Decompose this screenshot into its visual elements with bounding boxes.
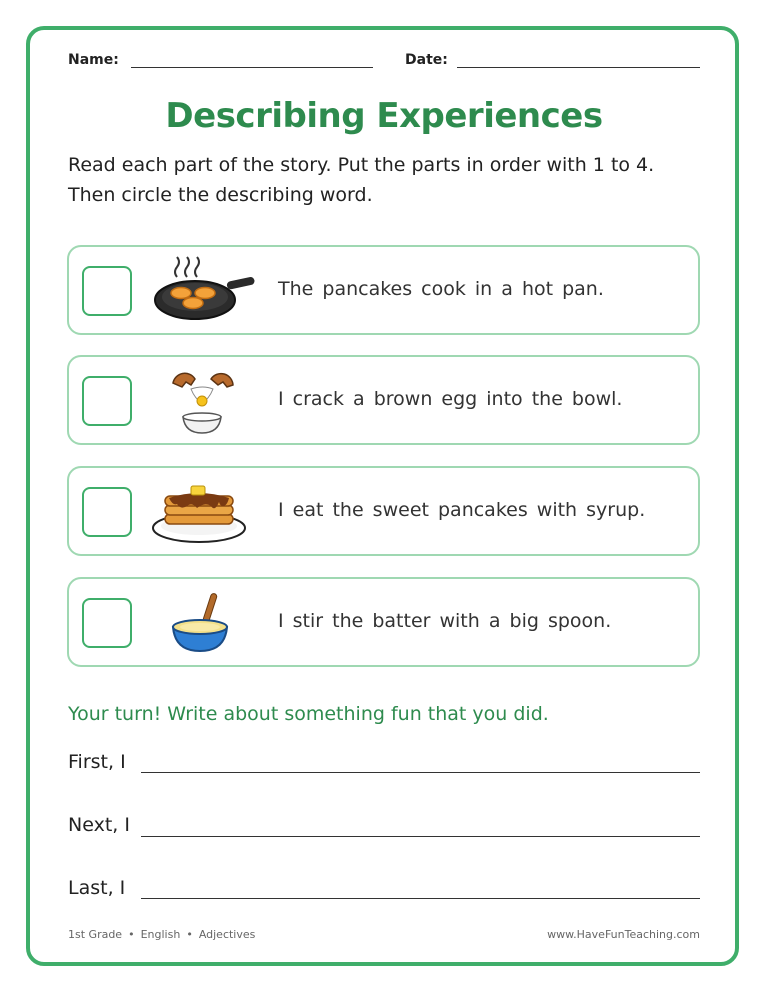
first-label: First, I [68, 751, 126, 773]
story-card-2 [67, 355, 700, 445]
story-card-1 [67, 245, 700, 335]
header-row [68, 50, 700, 72]
footer-tags [68, 928, 255, 941]
footer-site: www.HaveFunTeaching.com [547, 928, 700, 941]
cracked-egg-icon [151, 365, 257, 437]
story-text-1: The pancakes cook in a hot pan. [278, 278, 604, 300]
story-text-2: I crack a brown egg into the bowl. [278, 388, 623, 410]
first-line[interactable] [141, 772, 700, 773]
footer-separator: • [186, 928, 193, 941]
order-box-2[interactable] [82, 376, 132, 426]
name-line[interactable] [131, 67, 373, 68]
mixing-bowl-icon [151, 587, 257, 659]
pancake-stack-icon [151, 476, 257, 548]
date-line[interactable] [457, 67, 700, 68]
page-title: Describing Experiences [165, 96, 603, 136]
story-card-4 [67, 577, 700, 667]
name-label: Name: [68, 52, 119, 68]
instruction-line-1: Read each part of the story. Put the parts in order with 1 to 4. [68, 154, 655, 176]
story-text-3: I eat the sweet pancakes with syrup. [278, 499, 646, 521]
last-line[interactable] [141, 898, 700, 899]
footer-grade: 1st Grade [68, 928, 123, 941]
story-card-3 [67, 466, 700, 556]
order-box-1[interactable] [82, 266, 132, 316]
order-box-3[interactable] [82, 487, 132, 537]
order-box-4[interactable] [82, 598, 132, 648]
date-label: Date: [405, 52, 448, 68]
footer-separator: • [128, 928, 135, 941]
footer-subject: English [140, 928, 181, 941]
footer-topic: Adjectives [198, 928, 256, 941]
your-turn-prompt: Your turn! Write about something fun that you did. [68, 703, 549, 725]
last-label: Last, I [68, 877, 126, 899]
frying-pan-icon [151, 255, 257, 327]
instruction-line-2: Then circle the describing word. [68, 184, 373, 206]
next-label: Next, I [68, 814, 130, 836]
story-text-4: I stir the batter with a big spoon. [278, 610, 612, 632]
next-line[interactable] [141, 836, 700, 837]
